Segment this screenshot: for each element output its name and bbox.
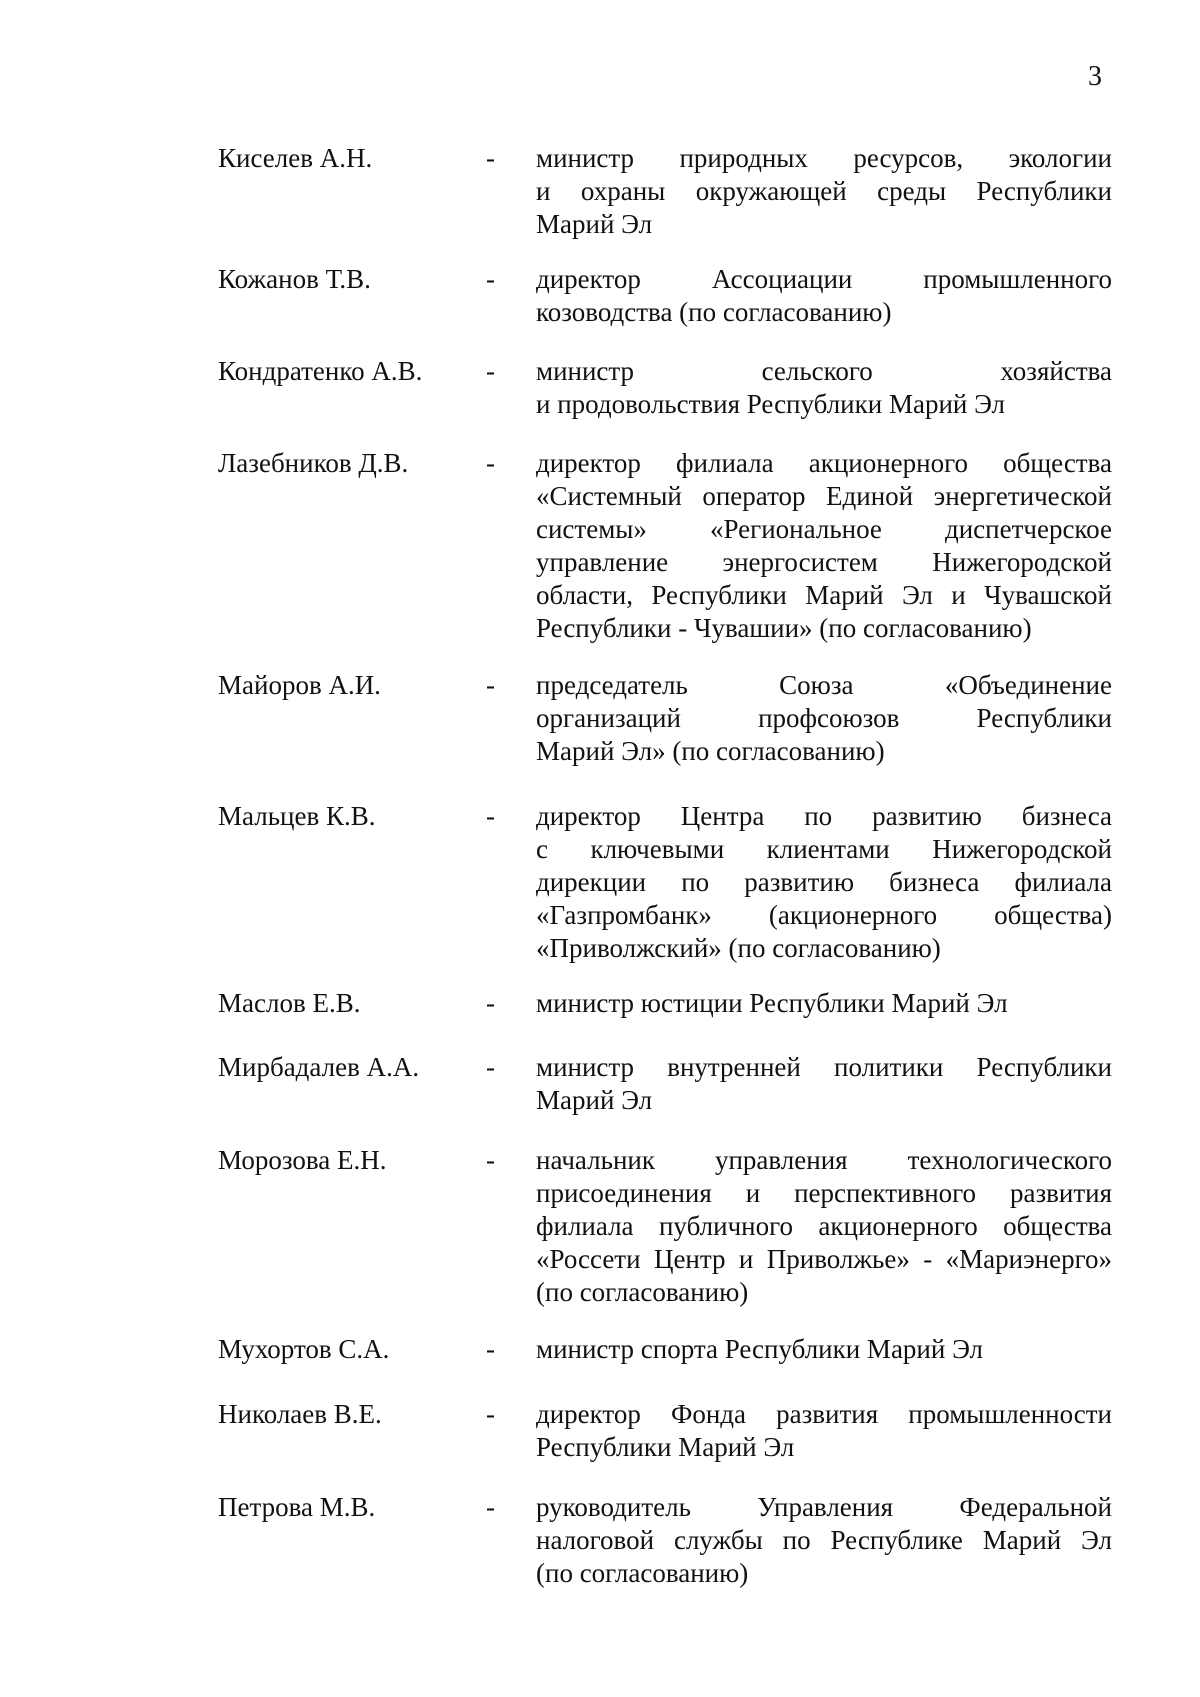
member-position xyxy=(536,800,1112,965)
separator-dash: - xyxy=(486,356,495,386)
position-text-line: министр сельского хозяйства xyxy=(536,356,1112,386)
position-text-line: (по согласованию) xyxy=(536,1277,749,1307)
separator-dash: - xyxy=(486,1145,495,1175)
member-name: Маслов Е.В. xyxy=(218,988,361,1018)
position-text-line: «Россети Центр и Приволжье» - «Мариэнерго» xyxy=(536,1244,1112,1274)
position-text-line: с ключевыми клиентами Нижегородской xyxy=(536,834,1112,864)
member-name: Киселев А.Н. xyxy=(218,143,373,173)
position-text-line: начальник управления технологического xyxy=(536,1145,1112,1175)
position-text-line: директор Фонда развития промышленности xyxy=(536,1399,1112,1429)
separator-dash: - xyxy=(486,264,495,294)
member-position xyxy=(536,1144,1112,1309)
position-text-line: председатель Союза «Объединение xyxy=(536,670,1112,700)
separator-dash: - xyxy=(486,448,495,478)
member-position xyxy=(536,669,1112,768)
position-text-line: «Газпромбанк» (акционерного общества) xyxy=(536,900,1112,930)
member-name: Лазебников Д.В. xyxy=(218,448,409,478)
member-position xyxy=(536,1051,1112,1117)
position-text-line: дирекции по развитию бизнеса филиала xyxy=(536,867,1112,897)
position-text-line: и продовольствия Республики Марий Эл xyxy=(536,389,1006,419)
member-name: Мухортов С.А. xyxy=(218,1334,390,1364)
position-text-line: «Приволжский» (по согласованию) xyxy=(536,933,941,963)
member-name: Майоров А.И. xyxy=(218,670,381,700)
position-text-line: козоводства (по согласованию) xyxy=(536,297,892,327)
position-text-line: Марий Эл» (по согласованию) xyxy=(536,736,885,766)
position-text-line: и охраны окружающей среды Республики xyxy=(536,176,1112,206)
separator-dash: - xyxy=(486,1492,495,1522)
position-text-line: организаций профсоюзов Республики xyxy=(536,703,1112,733)
position-text-line: Республики Марий Эл xyxy=(536,1432,795,1462)
separator-dash: - xyxy=(486,1334,495,1364)
member-position xyxy=(536,263,1112,329)
position-text-line: директор Центра по развитию бизнеса xyxy=(536,801,1112,831)
member-position xyxy=(536,987,1112,1020)
position-text-line: «Системный оператор Единой энергетической xyxy=(536,481,1112,511)
position-text-line: Республики - Чувашии» (по согласованию) xyxy=(536,613,1032,643)
position-text-line: присоединения и перспективного развития xyxy=(536,1178,1112,1208)
position-text-line: министр внутренней политики Республики xyxy=(536,1052,1112,1082)
separator-dash: - xyxy=(486,143,495,173)
position-text-line: филиала публичного акционерного общества xyxy=(536,1211,1112,1241)
position-text-line: (по согласованию) xyxy=(536,1558,749,1588)
separator-dash: - xyxy=(486,1052,495,1082)
member-position xyxy=(536,142,1112,241)
position-text-line: Марий Эл xyxy=(536,1085,653,1115)
member-position xyxy=(536,447,1112,645)
position-text-line: министр юстиции Республики Марий Эл xyxy=(536,988,1008,1018)
separator-dash: - xyxy=(486,670,495,700)
separator-dash: - xyxy=(486,801,495,831)
member-position xyxy=(536,1491,1112,1590)
position-text-line: директор Ассоциации промышленного xyxy=(536,264,1112,294)
position-text-line: директор филиала акционерного общества xyxy=(536,448,1112,478)
page-number: 3 xyxy=(1088,61,1102,92)
member-name: Морозова Е.Н. xyxy=(218,1145,387,1175)
member-name: Петрова М.В. xyxy=(218,1492,376,1522)
position-text-line: управление энергосистем Нижегородской xyxy=(536,547,1112,577)
position-text-line: министр спорта Республики Марий Эл xyxy=(536,1334,984,1364)
member-name: Мальцев К.В. xyxy=(218,801,376,831)
position-text-line: Марий Эл xyxy=(536,209,653,239)
position-text-line: налоговой службы по Республике Марий Эл xyxy=(536,1525,1112,1555)
member-name: Николаев В.Е. xyxy=(218,1399,382,1429)
member-position xyxy=(536,355,1112,421)
member-name: Мирбадалев А.А. xyxy=(218,1052,420,1082)
member-name: Кондратенко А.В. xyxy=(218,356,423,386)
position-text-line: системы» «Региональное диспетчерское xyxy=(536,514,1112,544)
separator-dash: - xyxy=(486,1399,495,1429)
member-name: Кожанов Т.В. xyxy=(218,264,371,294)
member-position xyxy=(536,1398,1112,1464)
position-text-line: руководитель Управления Федеральной xyxy=(536,1492,1112,1522)
position-text-line: министр природных ресурсов, экологии xyxy=(536,143,1112,173)
separator-dash: - xyxy=(486,988,495,1018)
position-text-line: области, Республики Марий Эл и Чувашской xyxy=(536,580,1112,610)
member-position xyxy=(536,1333,1112,1366)
